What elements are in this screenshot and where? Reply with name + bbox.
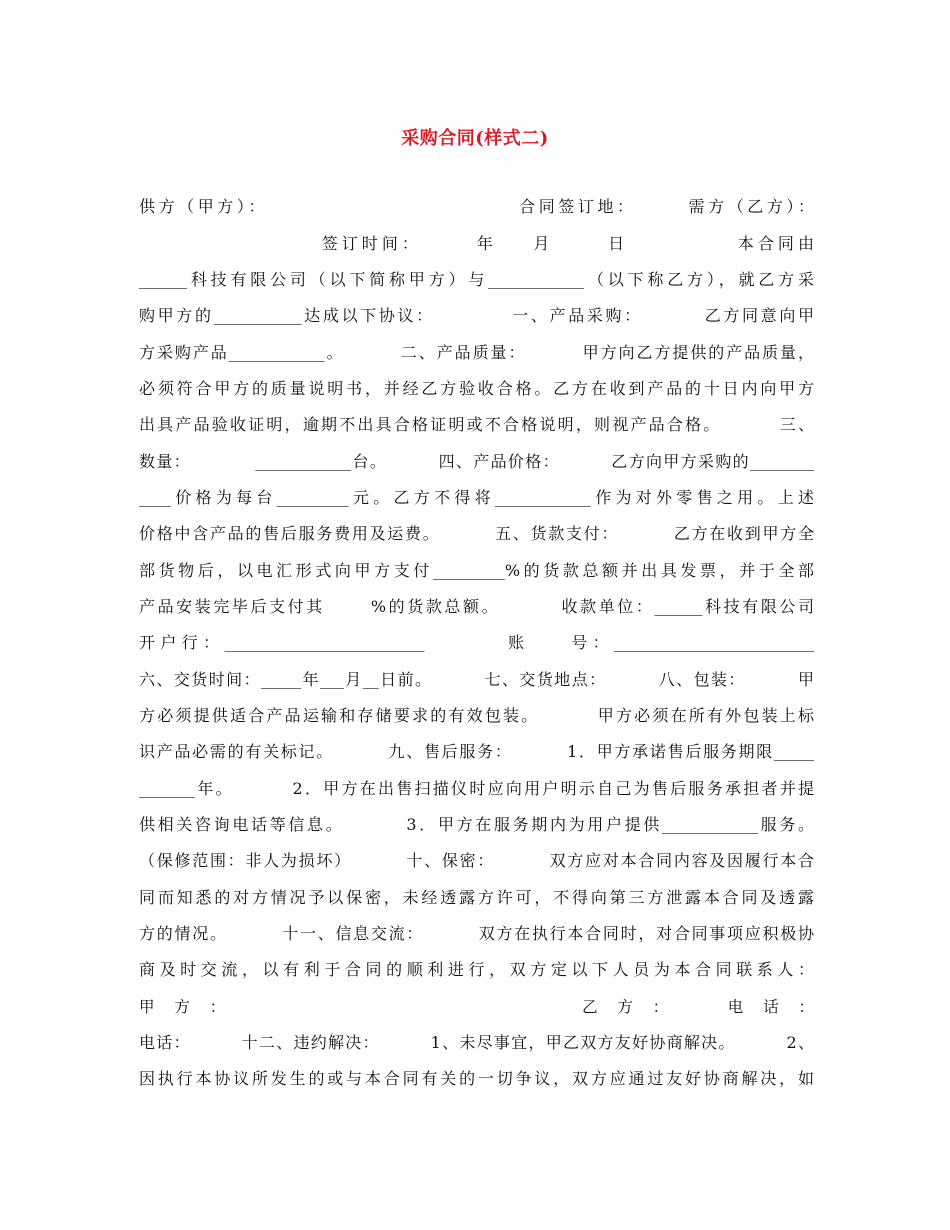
body-line: _______年。 2．甲方在出售扫描仪时应向用户明示自己为售后服务承担者并提 [139,779,814,798]
body-line: 数量： ____________台。 四、产品价格： 乙方向甲方采购的________ [139,452,814,471]
body-line: 方必须提供适合产品运输和存储要求的有效包装。 甲方必须在所有外包装上标 [139,706,814,725]
body-line: 商及时交流，以有利于合同的顺利进行，双方定以下人员为本合同联系人： [139,960,814,979]
body-line: 部货物后，以电汇形式向甲方支付_________%的货款总额并出具发票，并于全部 [139,561,814,580]
body-line: 方的情况。 十一、信息交流： 双方在执行本合同时，对合同事项应积极协 [139,924,814,943]
body-line: 六、交货时间：_____年___月__日前。 七、交货地点： 八、包装： 甲 [139,670,814,689]
body-line: ____价格为每台_________元。乙方不得将____________作为对外零售之用。上述 [139,488,814,507]
body-line: 方采购产品____________。 二、产品质量： 甲方向乙方提供的产品质量， [139,343,814,362]
body-line: 出具产品验收证明，逾期不出具合格证明或不合格说明，则视产品合格。 三、 [139,415,814,434]
body-line: ______科技有限公司（以下简称甲方）与____________（以下称乙方），就乙方采 [139,270,814,289]
body-line: 产品安装完毕后支付其 %的货款总额。 收款单位：______科技有限公司 [139,597,814,616]
body-line: 价格中含产品的售后服务费用及运费。 五、货款支付： 乙方在收到甲方全 [139,524,814,543]
body-line: 供方（甲方）： 合同签订地： 需方（乙方）： [139,197,814,216]
body-line: 签订时间： 年 月 日 本合同由 [139,234,814,253]
body-line: 因执行本协议所发生的或与本合同有关的一切争议，双方应通过友好协商解决，如 [139,1069,814,1088]
body-line: 电话： 十二、违约解决： 1、未尽事宜，甲乙双方友好协商解决。 2、 [139,1033,814,1052]
body-line: 购甲方的___________达成以下协议： 一、产品采购： 乙方同意向甲 [139,306,814,325]
body-line: 同而知悉的对方情况予以保密，未经透露方许可，不得向第三方泄露本合同及透露 [139,888,814,907]
document-title: 采购合同(样式二) [401,128,549,149]
body-line: 识产品必需的有关标记。 九、售后服务： 1．甲方承诺售后服务期限_____ [139,742,814,761]
body-line: 供相关咨询电话等信息。 3．甲方在服务期内为用户提供____________服务。 [139,815,814,834]
body-line: 甲 方 ： 乙 方 ： 电 话 ： [139,998,814,1016]
body-line: 开户行：_________________________ 账 号：_________________________ [139,633,814,652]
body-line: 必须符合甲方的质量说明书，并经乙方验收合格。乙方在收到产品的十日内向甲方 [139,379,814,398]
body-line: （保修范围：非人为损坏） 十、保密： 双方应对本合同内容及因履行本合 [139,851,814,870]
